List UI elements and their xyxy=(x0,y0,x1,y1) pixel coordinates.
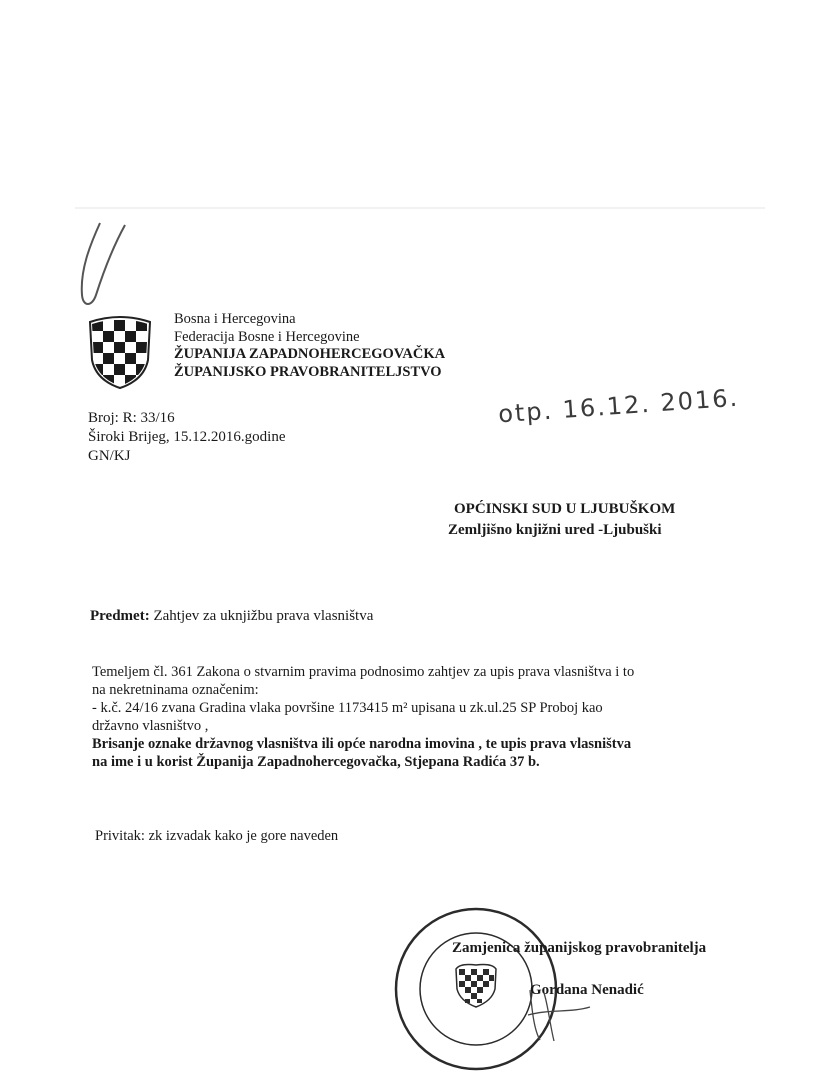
body-line: - k.č. 24/16 zvana Gradina vlaka površine 1173415 m² upisana u zk.ul.25 SP Proboj kao xyxy=(92,700,603,716)
reference-block xyxy=(88,409,286,466)
header-office: ŽUPANIJSKO PRAVOBRANITELJSTVO xyxy=(174,363,442,380)
body-bold-line: Brisanje oznake državnog vlasništva ili opće narodna imovina , te upis prava vlasništva xyxy=(92,736,632,752)
signatory-title: Zamjenica županijskog pravobranitelja xyxy=(452,940,707,956)
institution-header xyxy=(174,311,445,381)
body-line: na nekretninama označenim: xyxy=(92,682,259,698)
header-country: Bosna i Hercegovina xyxy=(174,311,296,327)
subject-text: Zahtjev za uknjižbu prava vlasništva xyxy=(153,608,374,624)
coat-of-arms-icon xyxy=(84,314,156,390)
reference-number: Broj: R: 33/16 xyxy=(88,410,175,426)
attachment-line: Privitak: zk izvadak kako je gore naveden xyxy=(95,828,339,844)
signatory-name: Gordana Nenadić xyxy=(530,982,644,998)
addressee-court: OPĆINSKI SUD U LJUBUŠKOM xyxy=(454,501,676,517)
handwritten-dispatch-note: otp. 16.12. 2016. xyxy=(497,383,740,429)
addressee-block xyxy=(448,499,675,541)
header-county: ŽUPANIJA ZAPADNOHERCEGOVAČKA xyxy=(174,346,446,362)
place-and-date: Široki Brijeg, 15.12.2016.godine xyxy=(88,429,286,445)
handwritten-signature xyxy=(520,985,600,1045)
body-line: Temeljem čl. 361 Zakona o stvarnim pravima podnosimo zahtjev za upis prava vlasništva i to xyxy=(92,664,635,680)
handwritten-initial-mark xyxy=(70,215,140,315)
author-initials: GN/KJ xyxy=(88,448,131,464)
header-federation: Federacija Bosne i Hercegovine xyxy=(174,328,360,345)
scan-artifact-line xyxy=(75,207,765,209)
subject-label: Predmet: xyxy=(90,608,150,624)
subject-line xyxy=(90,608,373,625)
body-line: državno vlasništvo , xyxy=(92,718,209,734)
letter-body xyxy=(92,663,760,771)
addressee-office: Zemljišno knjižni ured -Ljubuški xyxy=(448,522,662,538)
body-bold-line: na ime i u korist Županija Zapadnohercegovačka, Stjepana Radića 37 b. xyxy=(92,754,540,770)
